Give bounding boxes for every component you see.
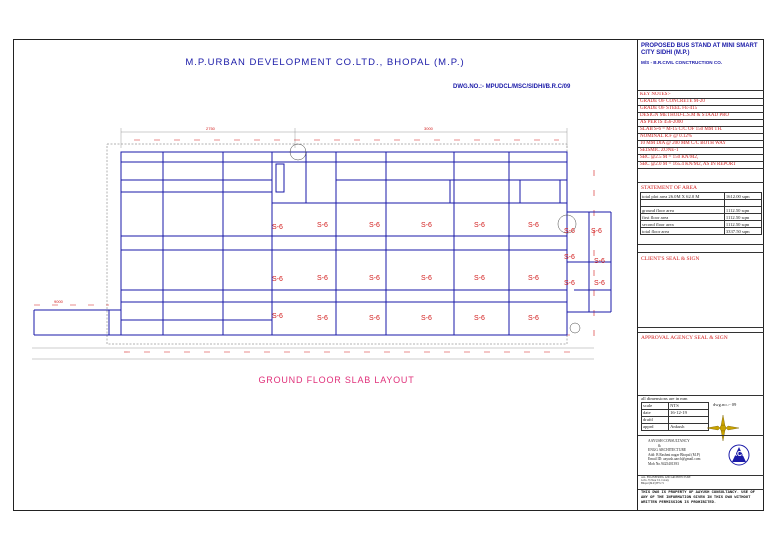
title-block	[637, 40, 764, 510]
key-note: SEISMIC ZONE-1	[638, 148, 764, 155]
consultant-extra: A.K. ENGINEERING AND ARCHITECTURE G.No. 55 Near J.S. Colony Bhopal (M.P.) B+G+1	[641, 476, 691, 486]
drawing-meta-table: scale NTS date 16-12-19 drafd apprd Ankush	[641, 402, 709, 431]
area-value: 1612.00 sqm	[724, 193, 761, 200]
key-note: SBC @2.5 M = 150 KN/M2,	[638, 155, 764, 162]
dimension-label: 2750	[206, 126, 215, 131]
key-notes	[638, 92, 764, 169]
slab-label: S-6	[421, 222, 432, 229]
drawing-area	[14, 40, 636, 510]
area-table	[640, 192, 762, 235]
slab-label: S-6	[369, 222, 380, 229]
slab-label: S-6	[421, 275, 432, 282]
contractor-name: M/S - B.R.CIVIL CONCTRUCTION CO.	[641, 60, 723, 65]
project-title: PROPOSED BUS STAND AT MINI SMART CITY SIDHI (M.P.)	[641, 43, 758, 56]
slab-label: S-6	[474, 275, 485, 282]
area-label: second floor area	[641, 221, 725, 228]
consultant-line: ENGG ARCHITECTURE	[648, 448, 687, 452]
drawing-caption: GROUND FLOOR SLAB LAYOUT	[258, 375, 415, 385]
slab-label: S-6	[594, 280, 605, 287]
slab-label: S-6	[594, 258, 605, 265]
key-note: 10 MM DIA @ 200 MM C/C BOTH WAY	[638, 141, 764, 148]
drawing-number: DWG.NO.:- MPUDCL/MSC/SIDHI/B.R.C/09	[453, 84, 571, 90]
area-value: 1112.50 sqm	[724, 214, 761, 221]
key-note: GRADE OF CONCRETE M-20	[638, 99, 764, 106]
approval-seal-label: APPROVAL AGENCY SEAL & SIGN	[641, 335, 728, 341]
slab-label: S-6	[591, 228, 602, 235]
slab-label: S-6	[564, 228, 575, 235]
consultant-line: Mob No.9425401393	[648, 461, 679, 466]
area-label: total floor area	[641, 228, 725, 235]
key-note: AS PER IS 456-2000	[638, 120, 764, 127]
slab-label: S-6	[564, 280, 575, 287]
key-note: NOMINAL R.F @ 0.12%	[638, 134, 764, 141]
slab-label: S-6	[272, 224, 283, 231]
logo-text: ACI	[732, 451, 745, 458]
slab-label: S-6	[317, 275, 328, 282]
slab-label: S-6	[474, 315, 485, 322]
slab-label: S-6	[272, 276, 283, 283]
key-note: DESIGN METHOD-L.S.M & STAAD PRO	[638, 113, 764, 120]
slab-label: S-6	[369, 315, 380, 322]
slab-label: S-6	[564, 254, 575, 261]
area-value	[724, 200, 761, 207]
area-label: ground floor area	[641, 207, 725, 214]
slab-label: S-6	[369, 275, 380, 282]
dimension-label: 3000	[424, 126, 433, 131]
slab-label: S-6	[421, 315, 432, 322]
drawing-number-label: dwg.no.:- 09	[713, 402, 737, 407]
drawing-sheet	[13, 39, 764, 511]
consultant-line: Email ID: aayush.aarch@gmail.com	[648, 457, 701, 461]
slab-label: S-6	[317, 222, 328, 229]
slab-label: S-6	[528, 275, 539, 282]
client-seal-label: CLIENT'S SEAL & SIGN	[641, 256, 700, 262]
area-label: total plot area 26.0M X 62.0 M	[641, 193, 725, 200]
slab-label: S-6	[272, 313, 283, 320]
slab-label: S-6	[317, 315, 328, 322]
area-value: 1112.50 sqm	[724, 207, 761, 214]
area-label: first floor area	[641, 214, 725, 221]
slab-label: S-6	[474, 222, 485, 229]
area-value: 1112.50 sqm	[724, 221, 761, 228]
consultant-line: &	[658, 443, 661, 448]
consultant-line: AAYUSH CONSULTANCY	[648, 439, 690, 443]
area-value: 3337.50 sqm	[724, 228, 761, 235]
slab-label: S-6	[528, 222, 539, 229]
dimensions-note: all dimensions are in mm	[641, 396, 688, 401]
key-note: GRADE OF STEEL FE-415	[638, 106, 764, 113]
consultant-logo	[726, 444, 752, 466]
drawing-title: M.P.URBAN DEVELOPMENT CO.LTD., BHOPAL (M.P.)	[185, 57, 465, 68]
area-heading: STATEMENT OF AREA	[641, 185, 697, 191]
area-label	[641, 200, 725, 207]
key-note: SLAB S-6 = M-15 C/C OF 150 MM TH.	[638, 127, 764, 134]
property-note: THIS DWG IS PROPERTY OF AAYUSH CONSULTANCY. USE OF ANY OF THE INFORMATION GIVEN IN THIS DWG WITHOUT WRITTEN PERMISSION IS PROHIBITED.	[641, 491, 755, 505]
consultant-line: Add: B Rashmi nagar Bhopal (M.P)	[648, 452, 700, 457]
key-note: KEY NOTES:-	[638, 92, 764, 99]
slab-label: S-6	[528, 315, 539, 322]
key-note: SBC @2.0 M = 165.4 KN/M2, AS IN REPORT	[638, 162, 764, 169]
dimension-label: 9000	[54, 299, 63, 304]
